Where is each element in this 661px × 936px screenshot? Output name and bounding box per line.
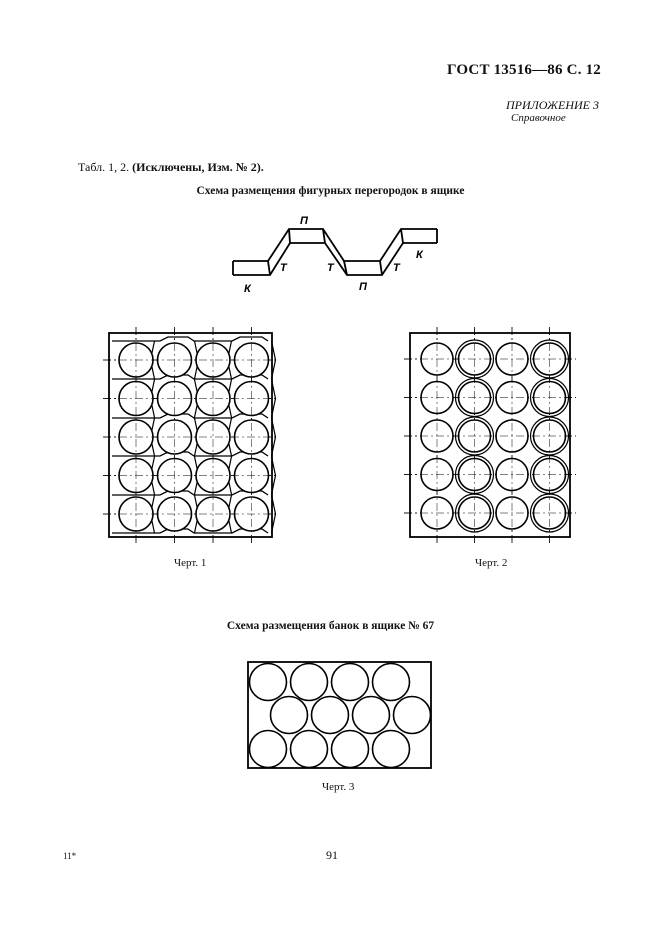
can-circle	[373, 664, 410, 701]
can-scheme-title: Схема размещения банок в ящике № 67	[226, 620, 435, 632]
can-circle	[158, 459, 192, 493]
can-circle	[459, 343, 491, 375]
partition-side	[195, 380, 199, 418]
can-circle	[235, 382, 269, 416]
partition-side	[272, 457, 276, 495]
can-circle	[235, 497, 269, 531]
partition-line	[112, 491, 268, 495]
appendix-title: ПРИЛОЖЕНИЕ 3	[506, 98, 599, 112]
label-t-2: Т	[327, 262, 334, 274]
footer-mark: 11*	[63, 851, 77, 861]
box-outline	[248, 662, 431, 768]
partition-side	[151, 495, 155, 533]
can-circle	[250, 664, 287, 701]
appendix-subtitle: Справочное	[511, 112, 566, 124]
partition-side	[272, 418, 276, 456]
can-circle	[534, 382, 566, 414]
can-circle	[496, 382, 528, 414]
partition-tick	[323, 229, 325, 243]
partition-side	[228, 341, 232, 379]
partition-side	[228, 495, 232, 533]
can-circle	[421, 382, 453, 414]
partition-side	[195, 418, 199, 456]
can-ring	[456, 379, 494, 417]
partition-side	[228, 457, 232, 495]
can-ring	[531, 340, 569, 378]
partition-line	[112, 414, 268, 418]
can-circle	[534, 343, 566, 375]
box-outline	[410, 333, 570, 537]
can-circle	[421, 459, 453, 491]
document-header: ГОСТ 13516—86 С. 12	[447, 62, 601, 78]
partition-tick	[401, 229, 403, 243]
can-circle	[158, 343, 192, 377]
can-circle	[271, 697, 308, 734]
can-circle	[534, 459, 566, 491]
can-circle	[250, 731, 287, 768]
can-circle	[534, 420, 566, 452]
can-circle	[312, 697, 349, 734]
can-circle	[235, 343, 269, 377]
can-circle	[496, 497, 528, 529]
partition-side	[151, 457, 155, 495]
figure-2-caption: Черт. 2	[475, 557, 508, 569]
partition-side	[272, 495, 276, 533]
can-ring	[456, 456, 494, 494]
can-circle	[534, 497, 566, 529]
can-circle	[291, 664, 328, 701]
partition-line	[112, 337, 268, 341]
partition-scheme-title: Схема размещения фигурных перегородок в ящике	[196, 185, 465, 197]
can-ring	[531, 417, 569, 455]
can-circle	[353, 697, 390, 734]
partition-side	[195, 457, 199, 495]
can-circle	[196, 497, 230, 531]
table-note-prefix: Табл. 1, 2.	[78, 160, 133, 174]
can-circle	[421, 420, 453, 452]
partition-side	[151, 380, 155, 418]
can-circle	[196, 420, 230, 454]
partition-side	[151, 341, 155, 379]
box-outline	[109, 333, 272, 537]
page-number: 91	[326, 848, 338, 862]
partition-tick	[344, 261, 347, 275]
can-circle	[119, 382, 153, 416]
can-circle	[119, 343, 153, 377]
can-circle	[496, 420, 528, 452]
partition-side	[151, 418, 155, 456]
can-circle	[394, 697, 431, 734]
can-circle	[196, 459, 230, 493]
can-circle	[119, 497, 153, 531]
partition-tick	[380, 261, 382, 275]
figure-3-caption: Черт. 3	[322, 781, 355, 793]
can-circle	[373, 731, 410, 768]
can-ring	[456, 340, 494, 378]
can-ring	[531, 456, 569, 494]
can-circle	[196, 382, 230, 416]
can-circle	[332, 664, 369, 701]
figure-1-caption: Черт. 1	[174, 557, 207, 569]
can-circle	[496, 459, 528, 491]
can-circle	[421, 497, 453, 529]
partition-side	[272, 380, 276, 418]
can-circle	[332, 731, 369, 768]
partition-line	[112, 452, 268, 456]
label-t-1: Т	[280, 262, 287, 274]
label-p-top: П	[300, 215, 308, 227]
partition-outline-top	[233, 229, 437, 261]
partition-side	[195, 341, 199, 379]
can-circle	[158, 420, 192, 454]
partition-side	[228, 418, 232, 456]
partition-outline-bottom	[233, 243, 437, 275]
partition-side	[195, 495, 199, 533]
can-circle	[119, 459, 153, 493]
can-circle	[291, 731, 328, 768]
can-circle	[235, 459, 269, 493]
can-ring	[531, 379, 569, 417]
can-ring	[456, 494, 494, 532]
label-k-right: К	[416, 249, 423, 261]
partition-side	[228, 380, 232, 418]
partition-side	[272, 341, 276, 379]
can-circle	[421, 343, 453, 375]
partition-tick	[289, 229, 290, 243]
can-circle	[196, 343, 230, 377]
label-p-bottom: П	[359, 281, 367, 293]
can-circle	[496, 343, 528, 375]
table-note-bold: (Исключены, Изм. № 2).	[132, 160, 264, 174]
can-circle	[158, 382, 192, 416]
can-circle	[459, 420, 491, 452]
label-k-left: К	[244, 283, 251, 295]
partition-tick	[268, 261, 270, 275]
table-note	[78, 160, 264, 175]
can-ring	[456, 417, 494, 455]
can-circle	[119, 420, 153, 454]
partition-line	[112, 529, 268, 533]
partition-line	[112, 375, 268, 379]
can-circle	[459, 497, 491, 529]
can-circle	[459, 459, 491, 491]
label-t-3: Т	[393, 262, 400, 274]
can-circle	[158, 497, 192, 531]
can-ring	[531, 494, 569, 532]
can-circle	[235, 420, 269, 454]
can-circle	[459, 382, 491, 414]
